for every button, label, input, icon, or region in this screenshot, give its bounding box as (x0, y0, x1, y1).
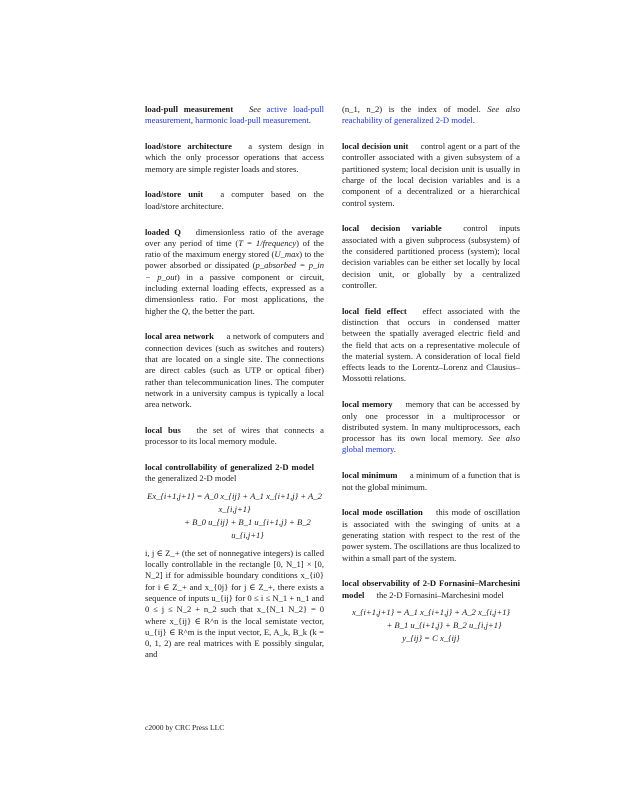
definition-part: ) of the ratio of the maximum energy stored ( (145, 237, 324, 260)
definition-part: ) in a passive component or circuit, including external loading effects, expressed as a dimensionless ratio. For most applications, the higher the (145, 271, 324, 316)
period: . (308, 115, 311, 126)
entry-local-decision-variable (342, 223, 520, 291)
entry-continuation (342, 104, 520, 127)
term: local area network (145, 331, 214, 342)
term: local memory (342, 399, 393, 410)
entry-load-store-architecture (145, 141, 324, 175)
entry-local-memory (342, 399, 520, 455)
equation (342, 606, 520, 645)
entry-load-pull-measurement (145, 104, 324, 127)
left-column (145, 104, 324, 675)
definition-part: , the better the part. (187, 305, 255, 316)
entry-loaded-q (145, 227, 324, 317)
definition-part: (n_1, n_2) is the index of model. (342, 104, 481, 114)
link-reachability[interactable]: reachability of generalized 2-D model (342, 115, 473, 126)
entry-local-controllability (145, 462, 324, 661)
link-global-memory[interactable]: global memory (342, 444, 394, 455)
copyright-footer: c2000 by CRC Press LLC (145, 723, 225, 732)
see-also-label: See also (487, 104, 520, 114)
definition: effect associated with the distinction that occurs in condensed matter between the spatially averaged electric field and the field that acts on a representative molecule of the material system. A consideration of local field effects leads to the Lorentz–Lorenz and Clausius–Mossotti relations. (342, 305, 520, 384)
definition-part: i, j ∈ Z_+ (the set of nonnegative integers) is called locally controllable in the rectangle [0, N_1] × [0, N_2] if for admissible boundary conditions x_{i0} for i ∈ Z_+ and x_{0j} for j ∈ Z_+, there exists a sequence of inputs u_{ij} for 0 ≤ i ≤ N_1 + n_1 and 0 ≤ j ≤ N_2 + n_2 such that x_{N_1 N_2} = 0 where x_{ij} ∈ R^n is the local semistate vector, u_{ij} ∈ R^m is the input vector, E, A_k, B_k (k = 0, 1, 2) are real matrices with E possibly singular, and (145, 547, 324, 660)
entry-local-decision-unit (342, 141, 520, 209)
definition: control agent or a part of the controller associated with a given subsystem of a partitioned system; local decision unit is usually in charge of the local decision variables and is a component of a decentralized or a hierarchical control system. (342, 141, 520, 208)
link-active-load-pull[interactable]: active load-pull measurement (145, 104, 324, 126)
term: loaded Q (145, 226, 181, 237)
equation-line: Ex_{i+1,j+1} = A_0 x_{ij} + A_1 x_{i+1,j} + A_2 x_{i,j+1} (147, 490, 322, 514)
math: Q (181, 305, 188, 316)
definition: control inputs associated with a given subprocess (subsystem) of the considered partitioned process (system); local decision variables can be either set locally by local decision unit, or globally by a centralized controller. (342, 223, 520, 290)
term: local mode oscillation (342, 507, 423, 518)
term: local bus (145, 425, 181, 436)
right-column (342, 104, 520, 659)
definition-part: the 2-D Fornasini–Marchesini model (376, 589, 504, 600)
definition: a network of computers and connection devices (such as switches and routers) that are located on a single site. The connections are direct cables (such as UTP or optical fiber) rather than telecommunication lines. The computer network in a university campus is typically a local area network. (145, 331, 324, 410)
term: local observability of 2-D Fornasini–Marchesini model (342, 578, 520, 600)
entry-local-area-network (145, 331, 324, 410)
term: local controllability of generalized 2-D model (145, 462, 314, 473)
equation-line: + B_0 u_{ij} + B_1 u_{i+1,j} + B_2 u_{i,j+1} (184, 516, 311, 540)
term: local minimum (342, 470, 398, 481)
math: p_absorbed = p_in − p_out (145, 260, 324, 282)
definition: a system design in which the only processor operations that access memory are simple register loads and stores. (145, 141, 324, 174)
equation (145, 490, 324, 542)
definition: the set of wires that connects a processor to its local memory module. (145, 425, 324, 447)
definition-part: dimensionless ratio of the average over any period of time ( (145, 226, 324, 248)
separator: , (190, 115, 196, 126)
entry-local-minimum (342, 470, 520, 493)
term: local field effect (342, 305, 407, 316)
term: load/store unit (145, 189, 204, 200)
math: T = 1/frequency (238, 237, 297, 248)
definition: memory that can be accessed by only one processor in a multiprocessor or distributed system. In many multiprocessors, each processor has its own local memory. (342, 399, 520, 444)
entry-local-mode-oscillation (342, 507, 520, 563)
math: U_max (274, 249, 300, 260)
definition-part: ) to the power absorbed or dissipated ( (145, 249, 324, 271)
term: load/store architecture (145, 141, 232, 152)
entry-load-store-unit (145, 189, 324, 212)
equation-line: + B_1 u_{i+1,j} + B_2 u_{i,j+1} (386, 619, 502, 630)
equation-line: y_{ij} = C x_{ij} (402, 632, 460, 643)
entry-local-field-effect (342, 306, 520, 385)
term: load-pull measurement (145, 104, 234, 114)
see-label: See (248, 104, 261, 114)
entry-local-observability (342, 578, 520, 645)
term: local decision variable (342, 223, 442, 234)
entry-local-bus (145, 425, 324, 448)
equation-line: x_{i+1,j+1} = A_1 x_{i+1,j} + A_2 x_{i,j+1} (352, 606, 510, 617)
term: local decision unit (342, 141, 409, 152)
definition-part: the generalized 2-D model (145, 473, 237, 484)
definition: a computer based on the load/store architecture. (145, 189, 324, 211)
see-also-label: See also (488, 433, 520, 444)
definition: this mode of oscillation is associated with the swinging of units at a generating station with respect to the rest of the power system. The oscillations are thus localized to within a small part of the system. (342, 507, 520, 563)
definition: a minimum of a function that is not the global minimum. (342, 470, 520, 492)
link-harmonic-load-pull[interactable]: harmonic load-pull measurement (195, 115, 309, 126)
period: . (472, 115, 475, 126)
period: . (393, 444, 396, 455)
